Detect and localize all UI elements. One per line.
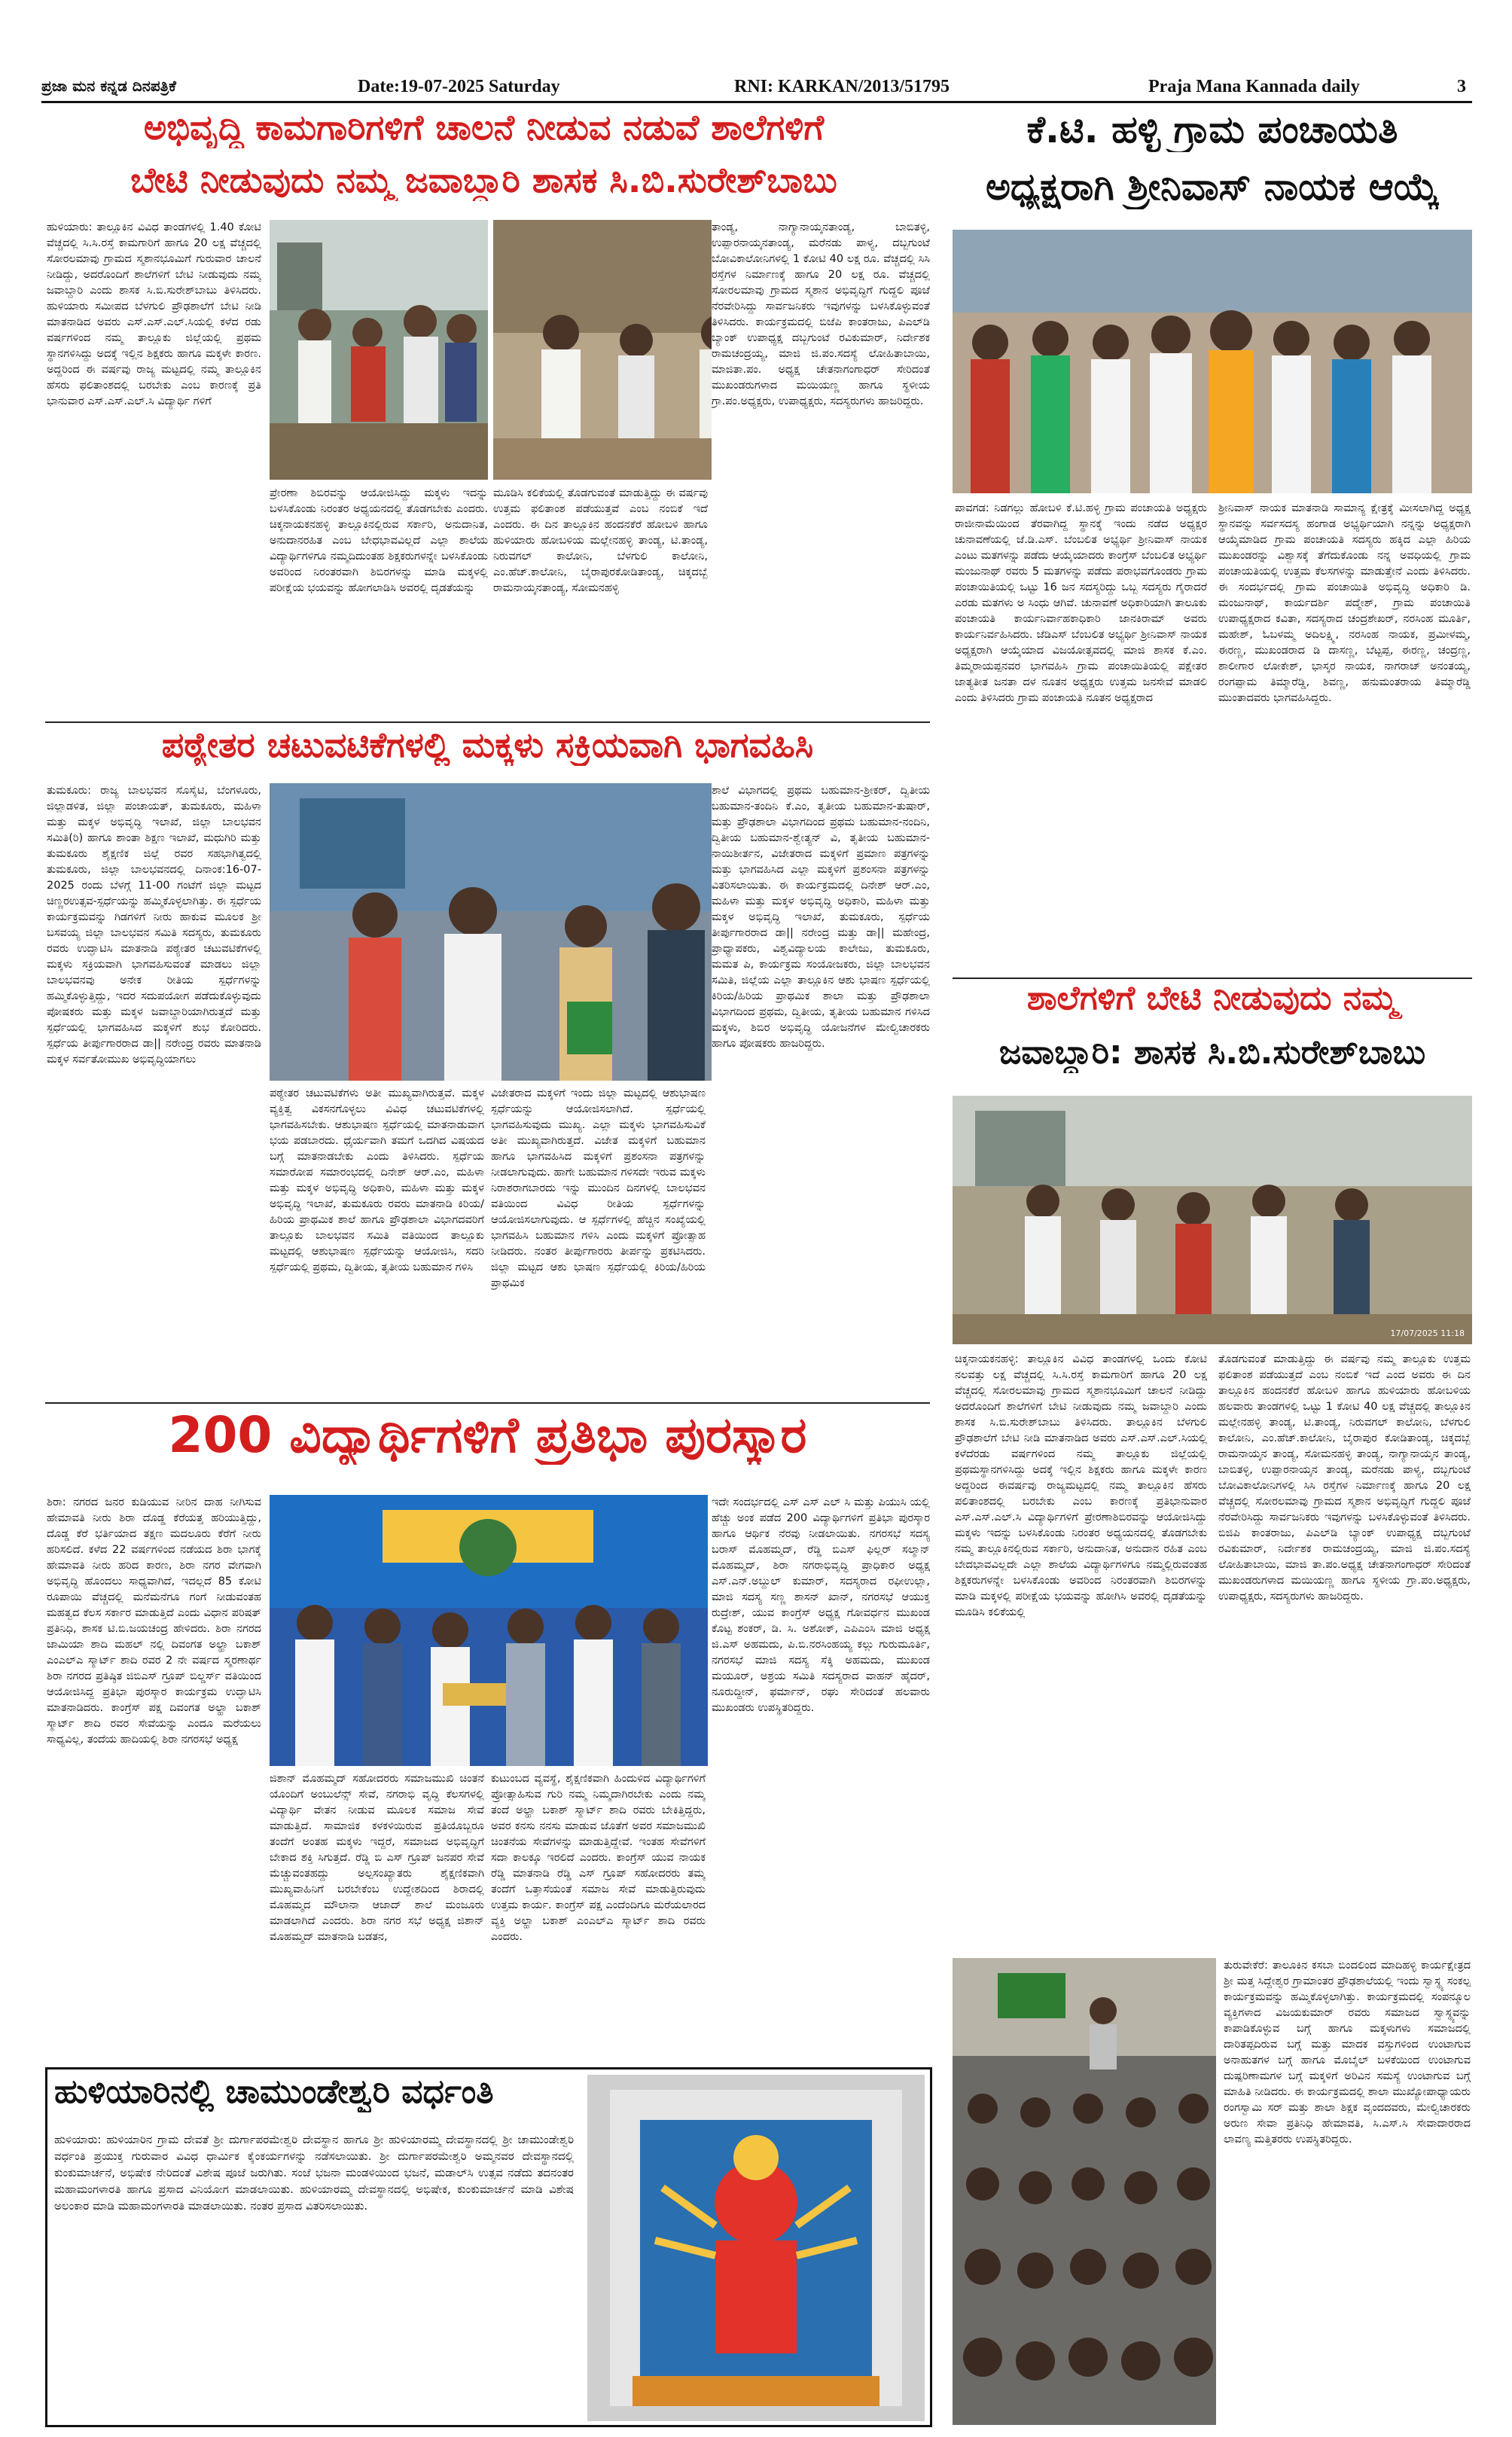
story3-column-4: ಇದೇ ಸಂದರ್ಭದಲ್ಲಿ ಎಸ್ ಎಸ್ ಎಲ್ ಸಿ ಮತ್ತು ಪಿಯುಸಿ ಯಲ್ಲಿ ಹೆಚ್ಚು ಅಂಕ ಪಡೆದ 200 ವಿದ್ಯಾರ್ಥಿಗಳಿಗೆ ಪ್ರತಿಭಾ ಪುರಸ್ಕಾರ ಹಾಗೂ ಆರ್ಥಿಕ ನೆರವು ನೀಡಲಾಯಿತು. ನಗರಸಭೆ ಸದಸ್ಯ ಬರಾಸ್ ಮೊಹಮ್ಮದ್, ರೆಡ್ಡಿ ಬಿಎಸ್ ಫಿಲ್ಲರ್ ಸಲ್ಮಾನ್ ಮೊಹಮ್ಮದ್, ಶಿರಾ ನಗರಾಭಿವೃದ್ಧಿ ಪ್ರಾಧಿಕಾರ ಅಧ್ಯಕ್ಷ ಎಸ್.ಎನ್.ಅಬ್ದುಲ್ ಕುಮಾರ್, ಸದಸ್ಯರಾದ ರಫೀಉಲ್ಲಾ, ಮಾಜಿ ಸದಸ್ಯ ಸಣ್ಣ ಶಾಸನ್ ಖಾನ್, ನಗರಸಭೆ ಆಯುಕ್ತ ರುದ್ರೇಶ್, ಯುವ ಕಾಂಗ್ರೆಸ್ ಅಧ್ಯಕ್ಷ ಗೋವರ್ಧನ ಮುಖಂಡ ಕೊಟ್ಟ ಶಂಕರ್, ಡಿ. ಸಿ. ಅಶೋಕ್, ಎಪಿಎಂಸಿ ಮಾಜಿ ಅಧ್ಯಕ್ಷ ಜಿ.ಎಸ್ ಅಹಮದು, ಪಿ.ಬಿ.ನರಸಿಂಹಯ್ಯ ಕಲ್ಲು ಗುರುಮೂರ್ತಿ, ನಗರಸಭೆ ಮಾಜಿ ಸದಸ್ಯ ಸೆಕ್ಕಿ ಅಹಮದು, ಮುಖಂಡ ಮಯೂರ್, ಅಶ್ರಯ ಸಮಿತಿ ಸದಸ್ಯರಾದ ವಾಹನ್‌ ಹೈದರ್, ನೂರುದ್ದೀನ್, ಫರ್ಮಾನ್, ರಘು ಸೇರಿದಂತೆ ಹಲವಾರು ಮುಖಂಡರು ಉಪಸ್ಥಿತರಿದ್ದರು.	[712, 1496, 930, 1714]
story1-headline-line1: ಅಭಿವೃದ್ಧಿ ಕಾಮಗಾರಿಗಳಿಗೆ ಚಾಲನೆ ನೀಡುವ ನಡುವೆ ಶಾಲೆಗಳಿಗೆ	[143, 107, 825, 148]
story1-column-1: ಹುಳಿಯಾರು: ತಾಲ್ಲೂಕಿನ ವಿವಿಧ ತಾಂಡಗಳಲ್ಲಿ 1.40 ಕೋಟಿ ವೆಚ್ಚದಲ್ಲಿ ಸಿ.ಸಿ.ರಸ್ತೆ ಕಾಮಗಾರಿಗೆ ಹಾಗೂ 20 ಲಕ್ಷ ವೆಚ್ಚದಲ್ಲಿ ಸೋರಲಮಾವು ಗ್ರಾಮದ ಸ್ಮಶಾನಭೂಮಿಗೆ ಗುರುವಾರ ಚಾಲನೆ ನೀಡಿದ್ದು, ಅದರೊಂದಿಗೆ ಶಾಲೆಗಳಿಗೆ ಬೇಟಿ ನೀಡುವುದು ನಮ್ಮ ಜವಾಬ್ದಾರಿ ಎಂದು ಶಾಸಕ ಸಿ.ಬಿ.ಸುರೇಶ್‌ಬಾಬು ತಿಳಿಸಿದರು. ಹುಳಿಯಾರು ಸಮೀಪದ ಬೆಳಗುಲಿ ಪ್ರೌಢಶಾಲೆಗೆ ಬೇಟಿ ನೀಡಿ ಮಾತನಾಡಿದ ಅವರು ಎಸ್.ಎಸ್.ಎಲ್.ಸಿಯಲ್ಲಿ ಕಳೆದ ರಡು ವರ್ಷಗಳಿಂದ ನಮ್ಮ ತಾಲ್ಲೂಕು ಜಿಲ್ಲೆಯಲ್ಲಿ ಪ್ರಥಮ ಸ್ಥಾನಗಳಿಸಿದ್ದು ಅದಕ್ಕೆ ಇಲ್ಲಿನ ಶಿಕ್ಷಕರು ಹಾಗೂ ಮಕ್ಕಳೇ ಕಾರಣ. ಅದ್ದರಿಂದ ಈ ವರ್ಷವು ರಾಜ್ಯ ಮಟ್ಟದಲ್ಲಿ ನಮ್ಮ ತಾಲ್ಲೂಕಿನ ಹೆಸರು ಫಲಿತಾಂಶದಲ್ಲಿ ಬರಬೇಕು ಎಂಬ ಕಾರಣಕ್ಕೆ ಪ್ರತಿ ಭಾನುವಾರ ಎಸ್.ಎಸ್.ಎಲ್.ಸಿ ವಿದ್ಯಾರ್ಥಿ ಗಳಿಗೆ	[47, 221, 261, 407]
story3-headline: 200 ವಿದ್ಯಾರ್ಥಿಗಳಿಗೆ ಪ್ರತಿಭಾ ಪುರಸ್ಕಾರ	[168, 1406, 807, 1464]
story5-column-1: ಪಾವಗಡ: ನಿಡಗಲ್ಲು ಹೋಬಳಿ ಕೆ.ಟಿ.ಹಳ್ಳಿ ಗ್ರಾಮ ಪಂಚಾಯತಿ ಅಧ್ಯಕ್ಷರು ರಾಜೀನಾಮೆಯಿಂದ ತೆರವಾಗಿದ್ದ ಸ್ಥಾನಕ್ಕೆ ಇಂದು ನಡೆದ ಅಧ್ಯಕ್ಷರ ಚುನಾವಣೆಯಲ್ಲಿ ಜೆ.ಡಿ.ಎಸ್. ಬೆಂಬಲಿತ ಅಭ್ಯರ್ಥಿ ಶ್ರೀನಿವಾಸ್ ನಾಯಕ ಎಂಟು ಮತಗಳನ್ನು ಪಡೆದು ಆಯ್ಕೆಯಾದರು ಕಾಂಗ್ರೆಸ್ ಬೆಂಬಲಿತ ಅಭ್ಯರ್ಥಿ ಮಂಜುನಾಥ್ ರವರು 5 ಮತಗಳನ್ನು ಪಡೆದು ಪರಾಭವಗೊಂಡರು ಗ್ರಾಮ ಪಂಚಾಯಿತಿಯಲ್ಲಿ ಒಟ್ಟು 16 ಜನ ಸದಸ್ಯರಿದ್ದು ಒಬ್ಬ ಸದಸ್ಯರು ಗೈರಾದರೆ ಎರಡು ಮತಗಳು ಅ ಸಿಂಧು ಆಗಿವೆ. ಚುನಾವಣೆ ಅಧಿಕಾರಿಯಾಗಿ ತಾಲೂಕು ಪಂಚಾಯತಿ ಕಾರ್ಯನಿರ್ವಾಹಕಾಧಿಕಾರಿ ಜಾನಕಿರಾಮ್ ಅವರು ಕಾರ್ಯನಿರ್ವಹಿಸಿದರು. ಜೆಡಿಎಸ್ ಬೆಂಬಲಿತ ಅಭ್ಯರ್ಥಿ ಶ್ರೀನಿವಾಸ್ ನಾಯಕ ಅಧ್ಯಕ್ಷರಾಗಿ ಆಯ್ಕೆಯಾದ ವಿಜಯೋತ್ಸವದಲ್ಲಿ ಮಾಜಿ ಶಾಸಕ ಕೆ.ಎಂ. ತಿಮ್ಮರಾಯಪ್ಪನವರ ಭಾಗವಹಿಸಿ ಗ್ರಾಮ ಪಂಚಾಯಿತಿಯಲ್ಲಿ ಪಕ್ಷೇತರ ಜಾತ್ಯತೀತ ಜನತಾ ದಳ ನೂತನ ಅಧ್ಯಕ್ಷರು ಉತ್ತಮ ಜನಸೇವೆ ಮಾಡಲಿ ಎಂದು ತಿಳಿಸಿದರು ಗ್ರಾಮ ಪಂಚಾಯತಿ ನೂತನ ಅಧ್ಯಕ್ಷರಾದ	[955, 502, 1207, 704]
story6-photo-school-visit	[953, 1096, 1472, 1344]
story6-headline-line1: ಶಾಲೆಗಳಿಗೆ ಬೇಟಿ ನೀಡುವುದು ನಮ್ಮ	[1026, 979, 1398, 1017]
story5-column-2: ಶ್ರೀನಿವಾಸ್ ನಾಯಕ ಮಾತನಾಡಿ ಸಾಮಾನ್ಯ ಕ್ಷೇತ್ರಕ್ಕೆ ಮೀಸಲಾಗಿದ್ದ ಅಧ್ಯಕ್ಷ ಸ್ಥಾನವನ್ನು ಸರ್ವಸದಸ್ಯ ಹಂಗಾಡ ಅಭ್ಯರ್ಥಿಯಾಗಿ ನನ್ನನ್ನು ಅಧ್ಯಕ್ಷರಾಗಿ ಆಯ್ಕೆಮಾಡಿದ ಗ್ರಾಮ ಪಂಚಾಯತಿ ಸದಸ್ಯರು ಹಕ್ಕಿದ ಎಲ್ಲಾ ಹಿರಿಯ ಮುಖಂಡರನ್ನು ವಿಶ್ವಾಸಕ್ಕೆ ತೆಗೆದುಕೊಂಡು ನನ್ನ ಅವಧಿಯಲ್ಲಿ ಗ್ರಾಮ ಪಂಚಾಯತಿಯಲ್ಲಿ ಉತ್ತಮ ಕೆಲಸಗಳನ್ನು ಮಾಡುತ್ತೇನೆ ಎಂದು ತಿಳಿಸಿದರು. ಈ ಸಂದರ್ಭದಲ್ಲಿ ಗ್ರಾಮ ಪಂಚಾಯಿತಿ ಅಭಿವೃದ್ಧಿ ಅಧಿಕಾರಿ ಡಿ. ಮಂಜುನಾಥ್, ಕಾರ್ಯದರ್ಶಿ ಪದ್ಮೇಶ್, ಗ್ರಾಮ ಪಂಚಾಯಿತಿ ಉಪಾಧ್ಯಕ್ಷರಾದ ಕವಿತಾ, ಸದಸ್ಯರಾದ ಚಂದ್ರಶೇಖರ್, ನರಸಿಂಹ ಮೂರ್ತಿ, ಮಹೇಶ್, ಓಬಳಮ್ಮ ಅದಿಲಕ್ಷ್ಮಿ, ನರಸಿಂಹ ನಾಯಕ, ಪ್ರಮೀಳಮ್ಮ, ಈರಣ್ಣ, ಮುಖಂಡರಾದ ಡಿ ದಾಸಣ್ಣ, ಬೆಟ್ಟಪ್ಪ, ಈರಣ್ಣ, ಚಂದ್ರಣ್ಣ, ಶಾಲೀಗಾರ ಲೋಕೇಶ್, ಭಾಸ್ಕರ ನಾಯಕ, ನಾಗರಾಜ್ ಅನಂತಯ್ಯ, ರಂಗಪ್ಪಾಮ ತಿಮ್ಮಾರೆಡ್ಡಿ, ಶಿವಣ್ಣ, ಹನುಮಂತರಾಯ ತಿಮ್ಮಾರೆಡ್ಡಿ ಮುಂತಾದವರು ಭಾಗವಹಿಸಿದ್ದರು.	[1218, 502, 1471, 704]
story2-column-4: ಶಾಲೆ ವಿಭಾಗದಲ್ಲಿ ಪ್ರಥಮ ಬಹುಮಾನ-ಶ್ರೀಕರ್, ದ್ವಿತೀಯ ಬಹುಮಾನ-ತಂದಿನಿ ಕೆ.ಎಂ, ತೃತೀಯ ಬಹುಮಾನ-ತುಷಾರ್, ಮತ್ತು ಪ್ರೌಢಶಾಲಾ ವಿಭಾಗದಿಂದ ಪ್ರಥಮ ಬಹುಮಾನ-ನಂದಿನಿ, ದ್ವಿತೀಯ ಬಹುಮಾನ-ಶ್ವೇತ್ಯನ್ ವಿ, ತೃತೀಯ ಬಹುಮಾನ-ನಾಯಿಶೀರ್ತನ, ವಿಜೇತರಾದ ಮಕ್ಕಳಿಗೆ ಪ್ರಮಾಣ ಪತ್ರಗಳನ್ನು ಮತ್ತು ಭಾಗವಹಿಸಿದ ಎಲ್ಲಾ ಮಕ್ಕಳಿಗೆ ಪ್ರಶಂಸನಾ ಪತ್ರಗಳನ್ನು ವಿತರಿಸಲಾಯಿತು. ಈ ಕಾರ್ಯಕ್ರಮದಲ್ಲಿ ದಿನೇಶ್ ಆರ್.ಎಂ, ಮಹಿಳಾ ಮತ್ತು ಮಕ್ಕಳ ಅಭಿವೃದ್ಧಿ ಅಧಿಕಾರಿ, ಮಹಿಳಾ ಮತ್ತು ಮಕ್ಕಳ ಅಭಿವೃದ್ಧಿ ಇಲಾಖೆ, ತುಮಕೂರು, ಸ್ಪರ್ಧೆಯ ತೀರ್ಪುಗಾರರಾದ ಡಾ|| ನರೇಂದ್ರ ಮತ್ತು ಡಾ|| ಮಹೇಂದ್ರ, ಪ್ರಾಧ್ಯಾಪಕರು, ವಿಶ್ವವಿದ್ಯಾಲಯ ಕಾಲೇಜು, ತುಮಕೂರು, ಮಮತ ಪಿ, ಕಾರ್ಯಕ್ರಮ ಸಂಯೋಜಕರು, ಜಿಲ್ಲಾ ಬಾಲಭವನ ಸಮಿತಿ, ಜಿಲ್ಲೆಯ ಎಲ್ಲಾ ತಾಲ್ಲೂಕಿನ ಆಶು ಭಾಷಣ ಸ್ಪರ್ಧೆಯಲ್ಲಿ ಕಿರಿಯ/ಹಿರಿಯ ಪ್ರಾಥಮಿಕ ಶಾಲಾ ಮತ್ತು ಪ್ರೌಢಶಾಲಾ ವಿಭಾಗದಿಂದ ಪ್ರಥಮ, ದ್ವಿತೀಯ, ತೃತೀಯ ಬಹುಮಾನ ಗಳಿಸಿದ ಮಕ್ಕಳು, ಶಿಬಿರ ಅಭಿವೃದ್ಧಿ ಯೋಜನೆಗಳ ಮೇಲ್ವಿಚಾರಕರು ಹಾಗೂ ಪೋಷಕರು ಹಾಜರಿದ್ದರು.	[712, 783, 930, 1401]
story5-headline-line1: ಕೆ.ಟಿ. ಹಳ್ಳಿ ಗ್ರಾಮ ಪಂಚಾಯತಿ	[1026, 108, 1398, 151]
paper-name: Praja Mana Kannada daily	[1148, 77, 1360, 96]
newspaper-logo: ಪ್ರಜಾ ಮನ ಕನ್ನಡ ದಿನಪತ್ರಿಕೆ	[41, 77, 176, 95]
story2-headline: ಪಠ್ಯೇತರ ಚಟುವಟಿಕೆಗಳಲ್ಲಿ ಮಕ್ಕಳು ಸಕ್ರಿಯವಾಗಿ ಭಾಗವಹಿಸಿ	[161, 724, 814, 765]
story5-headline-line2: ಅಧ್ಯಕ್ಷರಾಗಿ ಶ್ರೀನಿವಾಸ್ ನಾಯಕ ಆಯ್ಕೆ	[985, 165, 1440, 209]
story1-column-4: ತಾಂಡ್ಯ, ನಾಗ್ಯಾನಾಯ್ಕನತಾಂಡ್ಯ, ಬಾಬಿತಳ್ಳಿ, ಉಪ್ಪಾರನಾಯ್ಕನತಾಂಡ್ಯ, ಮರೆನಡು ಪಾಳ್ಯ, ದಬ್ಬಗುಂಟೆ ಬೋವಿಕಾಲೋನಿಗಳಲ್ಲಿ 1 ಕೋಟಿ 40 ಲಕ್ಷ ರೂ. ವೆಚ್ಚದಲ್ಲಿ ಸಿಸಿ ರಸ್ತೆಗಳ ನಿರ್ಮಾಣಕ್ಕೆ ಹಾಗೂ 20 ಲಕ್ಷ ರೂ. ವೆಚ್ಚದಲ್ಲಿ ಸೋರಲಮಾವು ಗ್ರಾಮದ ಸ್ಮಶಾನ ಅಭಿವೃದ್ಧಿಗೆ ಗುದ್ದಲಿ ಪೂಜೆ ನೆರವೇರಿಸಿದ್ದು ಸಾರ್ವಜನಿಕರು ಇವುಗಳನ್ನು ಬಳಸಿಕೊಳ್ಳುವಂತೆ ತಿಳಿಸಿದರು. ಕಾರ್ಯಕ್ರಮದಲ್ಲಿ ಬಿಜೆಪಿ ಕಾಂತರಾಜು, ಪಿಎಲ್‌ಡಿ ಬ್ಯಾಂಕ್ ಉಪಾಧ್ಯಕ್ಷ ದಬ್ಬಗುಂಟೆ ರವಿಕುಮಾರ್, ನಿರ್ದೇಶಕ ರಾಮಚಂದ್ರಯ್ಯ, ಮಾಜಿ ಜಿ.ಪಂ.ಸದಸ್ಯೆ ಲೋಹಿತಾಬಾಯಿ, ಮಾಜಿತಾ.ಪಂ. ಅಧ್ಯಕ್ಷ ಚೇತನಾಗಂಗಾಧರ್ ಸೇರಿದಂತೆ ಮುಖಂಡರುಗಳಾದ ಮಯಿಯಣ್ಣ ಹಾಗೂ ಸ್ಥಳೀಯ ಗ್ರಾ.ಪಂ.ಅಧ್ಯಕ್ಷರು, ಉಪಾಧ್ಯಕ್ಷರು, ಸದಸ್ಯರುಗಳು ಹಾಜರಿದ್ದರು.	[712, 220, 930, 717]
edition-date: Date:19-07-2025 Saturday	[358, 77, 560, 96]
story3-photo-award-ceremony	[270, 1495, 708, 1766]
story4-headline: ಹುಳಿಯಾರಿನಲ್ಲಿ ಚಾಮುಂಡೇಶ್ವರಿ ವರ್ಧಂತಿ	[54, 2073, 494, 2111]
story3-column-3: ಕುಟುಂಬದ ವ್ಯವಸ್ಥೆ, ಶೈಕ್ಷಣಿಕವಾಗಿ ಹಿಂದುಳಿದ ವಿದ್ಯಾರ್ಥಿಗಳಿಗೆ ಪ್ರೋತ್ಸಾಹಿಸುವ ಗುರಿ ನಮ್ಮ ನಿಮ್ಮದಾಗಿರಬೇಕು ಎಂದು ನಮ್ಮ ತಂದೆ ಅಲ್ಹಾ ಬಕಾಶ್ ಸ್ಮಾರ್ಟ್ ಶಾದಿ ರವರು ಬೇಕಿತ್ತಿದ್ದರು, ಅವರ ಕನಸು ನನಸು ಮಾಡುವ ಜೊತೆಗೆ ಅವರ ಸಮಾಜಮುಖಿ ಚಿಂತನೆಯ ಸೇವೆಗಳನ್ನು ಮಾಡುತ್ತಿದ್ದೇವೆ. ಇಂತಹ ಸೇವೆಗಳಿಗೆ ಸದಾ ಕಾಲಕ್ಕೂ ಇರಲಿದೆ ಎಂದರು. ಕಾಂಗ್ರೆಸ್ ಯುವ ನಾಯಕ ರೆಡ್ಡಿ ಮಾತನಾಡಿ ರೆಡ್ಡಿ ಎಸ್ ಗ್ರೂಪ್ ಸಹೋದರರು ತಮ್ಮ ತಂದೆಗೆ ಒತ್ತಾಸೆಯಂತೆ ಸಮಾಜ ಸೇವೆ ಮಾಡುತ್ತಿರುವುದು ಉತ್ತಮ ಕಾರ್ಯ. ಕಾಂಗ್ರೆಸ್ ಪಕ್ಷ ಎಂದೆಂದಿಗೂ ಮರೆಯಲಾರದ ವ್ಯಕ್ತಿ ಅಲ್ಹಾ ಬಕಾಶ್ ಎಂಎಲ್‌ಎ ಸ್ಮಾರ್ಟ್ ಶಾದಿ ರವರು ಎಂದರು.	[491, 1773, 706, 1943]
story2-column-1: ತುಮಕೂರು: ರಾಜ್ಯ ಬಾಲಭವನ ಸೊಸೈಟಿ, ಬೆಂಗಳೂರು, ಜಿಲ್ಲಾಡಳಿತ, ಜಿಲ್ಲಾ ಪಂಚಾಯತ್, ತುಮಕೂರು, ಮಹಿಳಾ ಮತ್ತು ಮಕ್ಕಳ ಅಭಿವೃದ್ಧಿ ಇಲಾಖೆ, ಜಿಲ್ಲಾ ಬಾಲಭವನ ಸಮಿತಿ(ರಿ) ಹಾಗೂ ಶಾಂತಾ ಶಿಕ್ಷಣ ಇಲಾಖೆ, ಮಧುಗಿರಿ ಮತ್ತು ತುಮಕೂರು ಶೈಕ್ಷಣಿಕ ಜಿಲ್ಲೆ ರವರ ಸಹಭಾಗಿತ್ವದಲ್ಲಿ ತುಮಕೂರು, ಜಿಲ್ಲಾ ಬಾಲಭವನದಲ್ಲಿ ದಿನಾಂಕ:16-07-2025 ರಂದು ಬೆಳಗ್ಗೆ 11-00 ಗಂಟೆಗೆ ಜಿಲ್ಲಾ ಮಟ್ಟದ ಚಿಣ್ಣರಉತ್ಸವ-ಸ್ಪರ್ಧೆಯನ್ನು ಹಮ್ಮಿಕೊಳ್ಳಲಾಗಿತ್ತು. ಈ ಸ್ಪರ್ಧೆಯ ಕಾರ್ಯಕ್ರಮವನ್ನು ಗಿಡಗಳಿಗೆ ನೀರು ಹಾಕುವ ಮೂಲಕ ಶ್ರೀ ಬಸವಯ್ಯ ಜಿಲ್ಲಾ ಬಾಲಭವನ ಸಮಿತಿ ಸದಸ್ಯರು, ತುಮಕೂರು ರವರು ಉದ್ಘಾಟಿಸಿ ಮಾತನಾಡಿ ಪಠ್ಯೇತರ ಚಟುವಟಿಕೆಗಳಲ್ಲಿ ಮಕ್ಕಳು ಸಕ್ರಿಯವಾಗಿ ಭಾಗವಹಿಸುವಂತೆ ಮಾಡಲು ಜಿಲ್ಲಾ ಬಾಲಭವನವು ಅನೇಕ ರೀತಿಯ ಸ್ಪರ್ಧೆಗಳನ್ನು ಹಮ್ಮಿಕೊಳ್ಳುತ್ತಿದ್ದು, ಇದರ ಸದುಪಯೋಗ ಪಡೆದುಕೊಳ್ಳುವುದು ಪೋಷಕರು ಮತ್ತು ಮಕ್ಕಳ ಜವಾಬ್ದಾರಿಯಾಗಿರುತ್ತದೆ ಮತ್ತು ಸ್ಪರ್ಧೆಯಲ್ಲಿ ಭಾಗವಹಿಸಿದ ಮಕ್ಕಳಿಗೆ ಶುಭ ಕೋರಿದರು. ಸ್ಪರ್ಧೆಯ ತೀರ್ಪುಗಾರರಾದ ಡಾ|| ನರೇಂದ್ರ ರವರು ಮಾತನಾಡಿ ಮಕ್ಕಳ ಸರ್ವತೋಮುಖ ಅಭಿವೃದ್ಧಿಯಾಗಲು	[47, 785, 261, 1066]
story1-column-3: ಮೂಡಿಸಿ ಕಲಿಕೆಯಲ್ಲಿ ತೊಡಗುವಂತೆ ಮಾಡುತ್ತಿದ್ದು ಈ ವರ್ಷವು ಉತ್ತಮ ಫಲಿತಾಂಶ ಪಡೆಯುತ್ತವೆ ಎಂಬ ನಂಬಿಕೆ ಇದೆ ಎಂದರು. ಈ ದಿನ ತಾಲ್ಲೂಕಿನ ಹಂದನಕೆರೆ ಹೋಬಳಿ ಹಾಗೂ ಹುಳಿಯಾರು ಹೋಬಳಿಯ ಮಲ್ಲೇನಹಳ್ಳಿ ತಾಂಡ್ಯ, ಟಿ.ತಾಂಡ್ಯ, ನಿರುವಗಲ್ ಕಾಲೋನಿ, ಬೆಳಗುಲಿ ಕಾಲೋನಿ, ಎಂ.ಹೆಚ್.ಕಾಲೋನಿ, ಬೈರಾಪುರಕೋಡಿತಾಂಡ್ಯ, ಚಿಕ್ಕದಬ್ಬೆ ರಾಮನಾಯ್ಕನತಾಂಡ್ಯ, ಸೋಮನಹಳ್ಳಿ	[493, 487, 708, 594]
divider	[45, 1402, 930, 1404]
story6-column-2: ತೊಡಗುವಂತೆ ಮಾಡುತ್ತಿದ್ದು ಈ ವರ್ಷವು ನಮ್ಮ ತಾಲ್ಲೂಕು ಉತ್ತಮ ಫಲಿತಾಂಶ ಪಡೆಯುತ್ತದೆ ಎಂಬ ನಂಬಿಕೆ ಇದೆ ಎಂದ ಅವರು ಈ ದಿನ ತಾಲ್ಲೂಕಿನ ಹಂದನಕೆರೆ ಹೋಬಳಿ ಹಾಗೂ ಹುಳಿಯಾರು ಹೋಬಳಿಯ ಹಲವಾರು ತಾಂಡಗಳಲ್ಲಿ ಒಟ್ಟು 1 ಕೋಟಿ 40 ಲಕ್ಷ ವೆಚ್ಚದಲ್ಲಿ ತಾಲ್ಲೂಕಿನ ಮಲ್ಲೇನಹಳ್ಳಿ ತಾಂಡ್ಯ, ಟಿ.ತಾಂಡ್ಯ, ನಿರುವಗಲ್ ಕಾಲೋನಿ, ಬೆಳಗುಲಿ ಕಾಲೋನಿ, ಎಂ.ಹೆಚ್.ಕಾಲೋನಿ, ಬೈರಾಪುರ ಕೋಡಿತಾಂಡ್ಯ, ಚಿಕ್ಕದಬ್ಬೆ ರಾಮನಾಯ್ಕನ ತಾಂಡ್ಯ, ಸೋಮನಹಳ್ಳಿ ತಾಂಡ್ಯ, ನಾಗ್ಯಾನಾಯ್ಕನ ತಾಂಡ್ಯ, ಬಾಬಿತಳ್ಳಿ, ಉಪ್ಪಾರನಾಯ್ಕನ ತಾಂಡ್ಯ, ಮರೆನಡು ಪಾಳ್ಯ, ದಬ್ಬಗುಂಟೆ ಬೋವಿಕಾಲೋನಿಗಳಲ್ಲಿ ಸಿಸಿ ರಸ್ತೆಗಳ ನಿರ್ಮಾಣಕ್ಕೆ ಹಾಗೂ 20 ಲಕ್ಷ ವೆಚ್ಚದಲ್ಲಿ ಸೋರಲಮಾವು ಗ್ರಾಮದ ಸ್ಮಶಾನ ಅಭಿವೃದ್ಧಿಗೆ ಗುದ್ದಲಿ ಪೂಜೆ ನೆರವೇರಿಸಿದ್ದು ಸಾರ್ವಜನಿಕರು ಇವುಗಳನ್ನು ಬಳಸಿಕೊಳ್ಳುವಂತೆ ತಿಳಿಸಿದರು. ಬಿಜಿಪಿ ಕಾಂತರಾಜು, ಪಿಎಲ್‌ಡಿ ಬ್ಯಾಂಕ್ ಉಪಾಧ್ಯಕ್ಷ ದಬ್ಬಗುಂಟೆ ರವಿಕುಮಾರ್, ನಿರ್ದೇಶಕ ರಾಮಚಂದ್ರಯ್ಯ, ಮಾಜಿ ಜಿ.ಪಂ.ಸದಸ್ಯೆ ಲೋಹಿತಾಬಾಯಿ, ಮಾಜಿ ತಾ.ಪಂ.ಅಧ್ಯಕ್ಷ ಚೇತನಾಗಂಗಾಧರ್ ಸೇರಿದಂತೆ ಮುಖಂಡರುಗಳಾದ ಮಯಿಯಣ್ಣ ಹಾಗೂ ಸ್ಥಳೀಯ ಗ್ರಾ.ಪಂ.ಅಧ್ಯಕ್ಷರು, ಉಪಾಧ್ಯಕ್ಷರು, ಸದಸ್ಯರುಗಳು ಹಾಜರಿದ್ದರು.	[1218, 1353, 1471, 1603]
story2-column-3: ವಿಜೇತರಾದ ಮಕ್ಕಳಿಗೆ ಇಂದು ಜಿಲ್ಲಾ ಮಟ್ಟದಲ್ಲಿ ಆಶುಭಾಷಣ ಸ್ಪರ್ಧೆಯನ್ನು ಆಯೋಜಿಸಲಾಗಿದೆ. ಸ್ಪರ್ಧೆಯಲ್ಲಿ ಭಾಗವಹಿಸುವುದು ಮುಖ್ಯ. ಎಲ್ಲಾ ಮಕ್ಕಳು ಭಾಗವಹಿಸುವಿಕೆ ಅತೀ ಮುಖ್ಯವಾಗಿರುತ್ತದೆ. ವಿಜೇತ ಮಕ್ಕಳಿಗೆ ಬಹುಮಾನ ಹಾಗೂ ಭಾಗವಹಿಸಿದ ಮಕ್ಕಳಿಗೆ ಪ್ರಶಂಸನಾ ಪತ್ರಗಳನ್ನು ನೀಡಲಾಗುವುದು. ಹಾಗೇ ಬಹುಮಾನ ಗಳಿಸದೇ ಇರುವ ಮಕ್ಕಳು ನಿರಾಶರಾಗಬಾರದು ಇನ್ನು ಮುಂದಿನ ದಿನಗಳಲ್ಲಿ ಬಾಲಭವನ ವತಿಯಿಂದ ವಿವಿಧ ರೀತಿಯ ಸ್ಪರ್ಧೆಗಳನ್ನು ಆಯೋಜಿಸಲಾಗುವುದು. ಆ ಸ್ಪರ್ಧೆಗಳಲ್ಲಿ ಹೆಚ್ಚಿನ ಸಂಖ್ಯೆಯಲ್ಲಿ ಭಾಗವಹಿಸಿ ಬಹುಮಾನ ಗಳಿಸಿ ಎಂದು ಮಕ್ಕಳಿಗೆ ಪ್ರೋತ್ಸಾಹ ನೀಡಿದರು. ನಂತರ ತೀರ್ಪುಗಾರರು ತೀರ್ಪನ್ನು ಪ್ರಕಟಿಸಿದರು. ಜಿಲ್ಲಾ ಮಟ್ಟದ ಆಶು ಭಾಷಣ ಸ್ಪರ್ಧೆಯಲ್ಲಿ ಕಿರಿಯ/ಹಿರಿಯ ಪ್ರಾಥಮಿಕ	[491, 1087, 706, 1289]
story5-photo-panchayat-members	[953, 230, 1472, 493]
page-number: 3	[1457, 77, 1466, 96]
divider	[45, 721, 930, 723]
photo-timestamp: 17/07/2025 11:18	[1390, 1328, 1465, 1338]
story6-column-1: ಚಿಕ್ಕನಾಯಕನಹಳ್ಳಿ: ತಾಲ್ಲೂಕಿನ ವಿವಿಧ ತಾಂಡಗಳಲ್ಲಿ ಒಂದು ಕೋಟಿ ನಲವತ್ತು ಲಕ್ಷ ವೆಚ್ಚದಲ್ಲಿ ಸಿ.ಸಿ.ರಸ್ತೆ ಕಾಮಗಾರಿಗೆ ಹಾಗೂ 20 ಲಕ್ಷ ವೆಚ್ಚದಲ್ಲಿ ಸೋರಲಮಾವು ಗ್ರಾಮದ ಸ್ಮಶಾನಭೂಮಿಗೆ ಚಾಲನೆ ನೀಡಿದ್ದು ಅದರೊಂದಿಗೆ ಶಾಲೆಗಳಿಗೆ ಬೇಟಿ ನೀಡುವುದು ನಮ್ಮ ಜವಾಬ್ದಾರಿ ಎಂದು ಶಾಸಕ ಸಿ.ಬಿ.ಸುರೇಶ್‌ಬಾಬು ತಿಳಿಸಿದರು. ತಾಲ್ಲೂಕಿನ ಬೆಳಗುಲಿ ಪ್ರೌಢಶಾಲೆಗೆ ಬೇಟಿ ನೀಡಿ ಮಾತನಾಡಿದ ಅವರು ಎಸ್.ಎಸ್.ಎಲ್.ಸಿಯಲ್ಲಿ ಕಳೆದೆರಡು ವರ್ಷಗಳಿಂದ ನಮ್ಮ ತಾಲ್ಲೂಕು ಜಿಲ್ಲೆಯಲ್ಲಿ ಪ್ರಥಮಸ್ಥಾನಗಳಿಸಿದ್ದು ಅದಕ್ಕೆ ಇಲ್ಲಿನ ಶಿಕ್ಷಕರು ಹಾಗೂ ಮಕ್ಕಳೇ ಕಾರಣ ಅದ್ದರಿಂದ ಈವರ್ಷವು ರಾಜ್ಯಮಟ್ಟದಲ್ಲಿ ನಮ್ಮ ತಾಲ್ಲೂಕಿನ ಹೆಸರು ಪಲಿತಾಂಶದಲ್ಲಿ ಬರಬೇಕು ಎಂಬ ಕಾರಣಕ್ಕೆ ಪ್ರತಿಭಾನುವಾರ ಎಸ್.ಎಸ್.ಎಲ್.ಸಿ ವಿದ್ಯಾರ್ಥಿಗಳಿಗೆ ಪ್ರೇರಣಾಶಿಬಿರವನ್ನು ಆಯೋಜಿಸಿದ್ದು ಮಕ್ಕಳು ಇದನ್ನು ಬಳಸಿಕೊಂಡು ನಿರಂತರ ಅಧ್ಯಯನದಲ್ಲಿ ತೊಡಗಬೇಕು ನಮ್ಮ ತಾಲ್ಲೂಕಿನಲ್ಲಿರುವ ಸರ್ಕಾರಿ, ಅನುದಾನಿತ, ಅನುದಾನ ರಹಿತ ಎಂಬ ಬೇದಭಾವವಿಲ್ಲದೇ ಎಲ್ಲಾ ಶಾಲೆಯ ವಿದ್ಯಾರ್ಥಿಗಳಿಗೂ ನಮ್ಮಲ್ಲಿರುವಂತಹ ಶಿಕ್ಷಕರುಗಳನ್ನೇ ಬಳಸಿಕೊಂಡು ಅವರಿಂದ ನಿರಂತರವಾಗಿ ಶಿಬಿರಗಳನ್ನು ಮಾಡಿ ಮಕ್ಕಳಲ್ಲಿ ಪರೀಕ್ಷೆಯ ಭಯವನ್ನು ಹೋಗಿಸಿ ಅವರಲ್ಲಿ ದೃಡತೆಯನ್ನು ಮೂಡಿಸಿ ಕಲಿಕೆಯಲ್ಲಿ	[955, 1353, 1207, 1618]
story2-column-2: ಪಠ್ಯೇತರ ಚಟುವಟಿಕೆಗಳು ಅತೀ ಮುಖ್ಯವಾಗಿರುತ್ತವೆ. ಮಕ್ಕಳ ವ್ಯಕ್ತಿತ್ವ ವಿಕಸನಗೊಳ್ಳಲು ವಿವಿಧ ಚಟುವಟಿಕೆಗಳಲ್ಲಿ ಭಾಗವಹಿಸಬೇಕು. ಆಶುಭಾಷಣ ಸ್ಪರ್ಧೆಯಲ್ಲಿ ಮಾತನಾಡುವಾಗ ಭಯ ಪಡಬಾರದು. ಧೈರ್ಯವಾಗಿ ತಮಗೆ ಒದಗಿದ ವಿಷಯದ ಬಗ್ಗೆ ಮಾತನಾಡಬೇಕು ಎಂದು ತಿಳಿಸಿದರು. ಸ್ಪರ್ಧೆಯ ಸಮಾರೋಪ ಸಮಾರಂಭದಲ್ಲಿ ದಿನೇಶ್ ಆರ್.ಎಂ, ಮಹಿಳಾ ಮತ್ತು ಮಕ್ಕಳ ಅಭಿವೃದ್ಧಿ ಅಧಿಕಾರಿ, ಮಹಿಳಾ ಮತ್ತು ಮಕ್ಕಳ ಅಭಿವೃದ್ಧಿ ಇಲಾಖೆ, ತುಮಕೂರು ರವರು ಮಾತನಾಡಿ ಕಿರಿಯ/ಹಿರಿಯ ಪ್ರಾಥಮಿಕ ಶಾಲೆ ಹಾಗೂ ಪ್ರೌಢಶಾಲಾ ವಿಭಾಗದವರಿಗೆ ತಾಲ್ಲೂಕು ಬಾಲಭವನ ಸಮಿತಿ ವತಿಯಿಂದ ತಾಲ್ಲೂಕು ಮಟ್ಟದಲ್ಲಿ ಆಶುಭಾಷಣ ಸ್ಪರ್ಧೆಯನ್ನು ಆಯೋಜಿಸಿ, ಸದರಿ ಸ್ಪರ್ಧೆಯಲ್ಲಿ ಪ್ರಥಮ, ದ್ವಿತೀಯ, ತೃತೀಯ ಬಹುಮಾನ ಗಳಿಸಿ	[270, 1087, 484, 1273]
story3-column-1: ಶಿರಾ: ನಗರದ ಜನರ ಕುಡಿಯುವ ನೀರಿನ ದಾಹ ನೀಗಿಸುವ ಹೇಮಾವತಿ ನೀರು ಶಿರಾ ದೊಡ್ಡ ಕೆರೆಯತ್ತ ಹರಿಯುತ್ತಿದ್ದು, ದೊಡ್ಡ ಕೆರೆ ಭರ್ತಿಯಾದ ತಕ್ಷಣ ಮದಲೂರು ಕೆರೆಗೆ ನೀರು ಹರಿಸಲಿದೆ. ಕಳೆದ 22 ವರ್ಷಗಳಿಂದ ನಡೆಯದ ಶಿರಾ ಭಾಗಕ್ಕೆ ಹೇಮಾವತಿ ನೀರು ಹರಿದ ಕಾರಣ, ಶಿರಾ ನಗರ ವೇಗವಾಗಿ ಅಭಿವೃದ್ಧಿ ಹೊಂದಲು ಸಾಧ್ಯವಾಗಿದೆ, ಇದಲ್ಲದೆ 85 ಕೋಟಿ ರೂಪಾಯಿ ವೆಚ್ಚದಲ್ಲಿ ಮನೆಮನೆಗೂ ಗಂಗೆ ನೀಡುವಂತಹ ಮಹತ್ವದ ಕೆಲಸ ಸರ್ಕಾರ ಮಾಡುತ್ತಿದೆ ಎಂದು ವಿಧಾನ ಪರಿಷತ್ ಪ್ರತಿನಿಧಿ, ಶಾಸಕ ಟಿ.ಬಿ.ಜಯಚಂದ್ರ ಹೇಳಿದರು. ಶಿರಾ ನಗರದ ಜಾಮಿಯಾ ಶಾದಿ ಮಹಲ್ ನಲ್ಲಿ ದಿವಂಗತ ಅಲ್ಹಾ ಬಕಾಶ್ ಎಂಎಲ್‌ಎ ಸ್ಮಾರ್ಟ್ ಶಾದಿ ರವರ 2 ನೇ ವರ್ಷದ ಸ್ಮರಣಾರ್ಥ ಶಿರಾ ನಗರದ ಪ್ರತಿಷ್ಠಿತ ಜಿಬಿಎಸ್ ಗ್ರೂಪ್ ಬಿಲ್ಡರ್ಸ್ ವತಿಯಿಂದ ಆಯೋಜಿಸಿದ್ದ ಪ್ರತಿಭಾ ಪುರಸ್ಕಾರ ಕಾರ್ಯಕ್ರಮ ಉದ್ಘಾಟಿಸಿ ಮಾತನಾಡಿದರು. ಕಾಂಗ್ರೆಸ್ ಪಕ್ಷ ದಿವಂಗತ ಅಲ್ಹಾ ಬಕಾಶ್ ಸ್ಮಾರ್ಟ್ ಶಾದಿ ರವರ ಸೇವೆಯನ್ನು ಎಂದೂ ಮರೆಯಲು ಸಾಧ್ಯವಿಲ್ಲ, ತಂದೆಯ ಹಾದಿಯಲ್ಲಿ ಶಿರಾ ನಗರಸಭೆ ಅಧ್ಯಕ್ಷ	[47, 1496, 261, 1746]
story3-column-2: ಜಿಶಾನ್ ಮೊಹಮ್ಮದ್ ಸಹೋದರರು ಸಮಾಜಮುಖಿ ಚಿಂತನೆ ಯೊಂದಿಗೆ ಅಂಬುಲೆನ್ಸ್ ಸೇವೆ, ನಗರಾಭಿ ವೃದ್ಧಿ ಕೆಲಸಗಳಲ್ಲಿ ವಿದ್ಯಾರ್ಥಿ ವೇತನ ನೀಡುವ ಮೂಲಕ ಸಮಾಜ ಸೇವೆ ಮಾಡುತ್ತಿದೆ. ಸಾಮಾಜಿಕ ಕಳಕಳಿಯಿರುವ ಪ್ರತಿಯೊಬ್ಬರೂ ತಂದೆಗೆ ಅಂತಹ ಮಕ್ಕಳು ಇದ್ದರೆ, ಸಮಾಜದ ಅಭಿವೃದ್ಧಿಗೆ ಬೇಕಾದ ಶಕ್ತಿ ಸಿಗುತ್ತದೆ. ರೆಡ್ಡಿ ಬಿ ಎಸ್ ಗ್ರೂಪ್ ಜನಪರ ಸೇವೆ ಮೆಚ್ಚುವಂತಹದ್ದು ಅಲ್ಪಸಂಖ್ಯಾತರು ಶೈಕ್ಷಣಿಕವಾಗಿ ಮುಖ್ಯವಾಹಿನಿಗೆ ಬರಬೇಕೆಂಬ ಉದ್ದೇಶದಿಂದ ಶಿರಾದಲ್ಲಿ ಮೊಹಮ್ಮದ ಮೌಲಾನಾ ಆಜಾದ್ ಶಾಲೆ ಮಂಜೂರು ಮಾಡಲಾಗಿದೆ ಎಂದರು. ಶಿರಾ ನಗರ ಸಭೆ ಅಧ್ಯಕ್ಷ ಜಿಶಾನ್ ಮೊಹಮ್ಮದ್ ಮಾತನಾಡಿ ಬಡತನ,	[270, 1773, 484, 1943]
masthead	[41, 75, 1472, 103]
story4-body: ಹುಳಿಯಾರು: ಹುಳಿಯಾರಿನ ಗ್ರಾಮ ದೇವತೆ ಶ್ರೀ ದುರ್ಗಾಪರಮೇಶ್ವರಿ ದೇವಸ್ಥಾನ ಹಾಗೂ ಶ್ರೀ ಹುಳಿಯಾರಮ್ಮ ದೇವಸ್ಥಾನದಲ್ಲಿ ಶ್ರೀ ಚಾಮುಂಡೇಶ್ವರಿ ವರ್ಧಂತಿ ಪ್ರಯುಕ್ತ ಗುರುವಾರ ವಿವಿಧ ಧಾರ್ಮಿಕ ಕೈಂಕರ್ಯಗಳನ್ನು ನಡೆಸಲಾಯಿತು. ಶ್ರೀ ದುರ್ಗಾಪರಮೇಶ್ವರಿ ಅಮ್ಮನವರ ದೇವಸ್ಥಾನದಲ್ಲಿ ಕುಂಕುಮಾರ್ಚನೆ, ಅಭಿಷೇಕ ನೇರಿದಂತೆ ವಿಶೇಷ ಪೂಜೆ ಜರುಗಿತು. ಸಂಜೆ ಭಜನಾ ಮಂಡಳಿಯಿಂದ ಭಜನೆ, ಮಡಾಲ್‌ಸಿ ಉತ್ಸವ ನಡೆದು ತದನಂತರ ಮಹಾಮಂಗಳಾರತಿ ಹಾಗೂ ಪ್ರಸಾದ ವಿನಿಯೋಗ ಮಾಡಲಾಯಿತು. ಹುಳಿಯಾರಮ್ಮ ದೇವಸ್ಥಾನದಲ್ಲಿ ಅಭಿಷೇಕ, ಕುಂಕುಮಾರ್ಚನೆ ಮಾಡಿ ವಿಶೇಷ ಅಲಂಕಾರ ಮಾಡಿ ಮಹಾಮಂಗಳಾರತಿ ಮಾಡಲಾಯಿತು. ನಂತರ ಪ್ರಸಾದ ವಿತರಿಸಲಾಯಿತು.	[54, 2133, 574, 2213]
story4-photo-goddess	[587, 2075, 925, 2421]
story7-body: ತುರುವೇಕೆರೆ: ತಾಲೂಕಿನ ಕಸಬಾ ಬಿಂದಲಿಂದ ಮಾದಿಹಳ್ಳಿ ಕಾರ್ಯಕ್ಷೇತ್ರದ ಶ್ರೀ ಮತ್ತ ಸಿದ್ದೇಶ್ವರ ಗ್ರಾಮಾಂತರ ಪ್ರೌಢಶಾಲೆಯಲ್ಲಿ ಇಂದು ಸ್ವಾಸ್ಥ್ಯ ಸಂಕಲ್ಪ ಕಾರ್ಯಕ್ರಮವನ್ನು ಹಮ್ಮಿಕೊಳ್ಳಲಾಗಿತ್ತು. ಕಾರ್ಯಕ್ರಮದಲ್ಲಿ ಸಂಪನ್ಮೂಲ ವ್ಯಕ್ತಿಗಳಾದ ವಿಜಯಕುಮಾರ್ ರವರು ಸಮಾಜದ ಸ್ವಾಸ್ಥ್ಯವನ್ನು ಕಾಪಾಡಿಕೊಳ್ಳುವ ಬಗ್ಗೆ ಹಾಗೂ ಮಕ್ಕಳುಗಳು ಸಮಾಜದಲ್ಲಿ ದಾರಿತಪ್ಪದಿರುವ ಬಗ್ಗೆ ಮತ್ತು ಮಾದಕ ವಸ್ತುಗಳಿಂದ ಉಂಟಾಗುವ ಅನಾಹುತಗಳ ಬಗ್ಗೆ ಹಾಗೂ ಮೊಬೈಲ್ ಬಳಕೆಯಿಂದ ಉಂಟಾಗುವ ದುಷ್ಪರಿಣಾಮಗಳ ಬಗ್ಗೆ ಮಕ್ಕಳಿಗೆ ಅರಿವಿನ ಸಮಸ್ಯೆ ಉಂಟಾಗುವ ಬಗ್ಗೆ ಮಾಹಿತಿ ನೀಡಿದರು. ಈ ಕಾರ್ಯಕ್ರಮದಲ್ಲಿ ಶಾಲಾ ಮುಖ್ಯೋಪಾಧ್ಯಾಯರು ರಂಗಸ್ವಾಮಿ ಸರ್ ಮತ್ತು ಶಾಲಾ ಶಿಕ್ಷಕ ವೃಂದದವರು, ಮೇಲ್ವಿಚಾರಕರು ಅರುಣ ಸೇವಾ ಪ್ರತಿನಿಧಿ ಹೇಮಾವತಿ, ಸಿ.ಎಸ್.ಸಿ ಸೇವಾದಾರರಾದ ಲಾವಣ್ಯ ಮತ್ತಿತರರು ಉಪಸ್ಥಿತರಿದ್ದರು.	[1224, 1960, 1471, 2146]
story1-photo-groundbreaking	[270, 220, 488, 480]
story6-headline-line2: ಜವಾಬ್ದಾರಿ: ಶಾಸಕ ಸಿ.ಬಿ.ಸುರೇಶ್‌ಬಾಬು	[998, 1033, 1426, 1072]
rni-number: RNI: KARKAN/2013/51795	[734, 77, 950, 96]
story1-headline-line2: ಬೇಟಿ ನೀಡುವುದು ನಮ್ಮ ಜವಾಬ್ದಾರಿ ಶಾಸಕ ಸಿ.ಬಿ.ಸುರೇಶ್‌ಬಾಬು	[130, 160, 837, 200]
story7-photo-classroom	[953, 1958, 1216, 2425]
story1-column-2: ಪ್ರೇರಣಾ ಶಿಬಿರವನ್ನು ಆಯೋಜಿಸಿದ್ದು ಮಕ್ಕಳು ಇದನ್ನು ಬಳಸಿಕೊಂಡು ನಿರಂತರ ಅಧ್ಯಯನದಲ್ಲಿ ತೊಡಗಬೇಕು ಎಂದರು. ಚಿಕ್ಕನಾಯಕನಹಳ್ಳಿ ತಾಲ್ಲೂಕಿನಲ್ಲಿರುವ ಸರ್ಕಾರಿ, ಅನುದಾನಿತ, ಅನುದಾನರಹಿತ ಎಂಬ ಬೇಧಭಾವವಿಲ್ಲದೆ ಎಲ್ಲಾ ಶಾಲೆಯ ವಿದ್ಯಾರ್ಥಿಗಳಿಗೂ ನಮ್ಮದಿದುಂತಹ ಶಿಕ್ಷಕರುಗಳನ್ನೇ ಬಳಸಿಕೊಂಡು ಅವರಿಂದ ನಿರಂತರವಾಗಿ ಶಿಬಿರಗಳನ್ನು ಮಾಡಿ ಮಕ್ಕಳಲ್ಲಿ ಪರೀಕ್ಷೆಯ ಭಯವನ್ನು ಹೋಗಲಾಡಿಸಿ ಅವರಲ್ಲಿ ದೃಡತೆಯನ್ನು	[270, 487, 488, 594]
